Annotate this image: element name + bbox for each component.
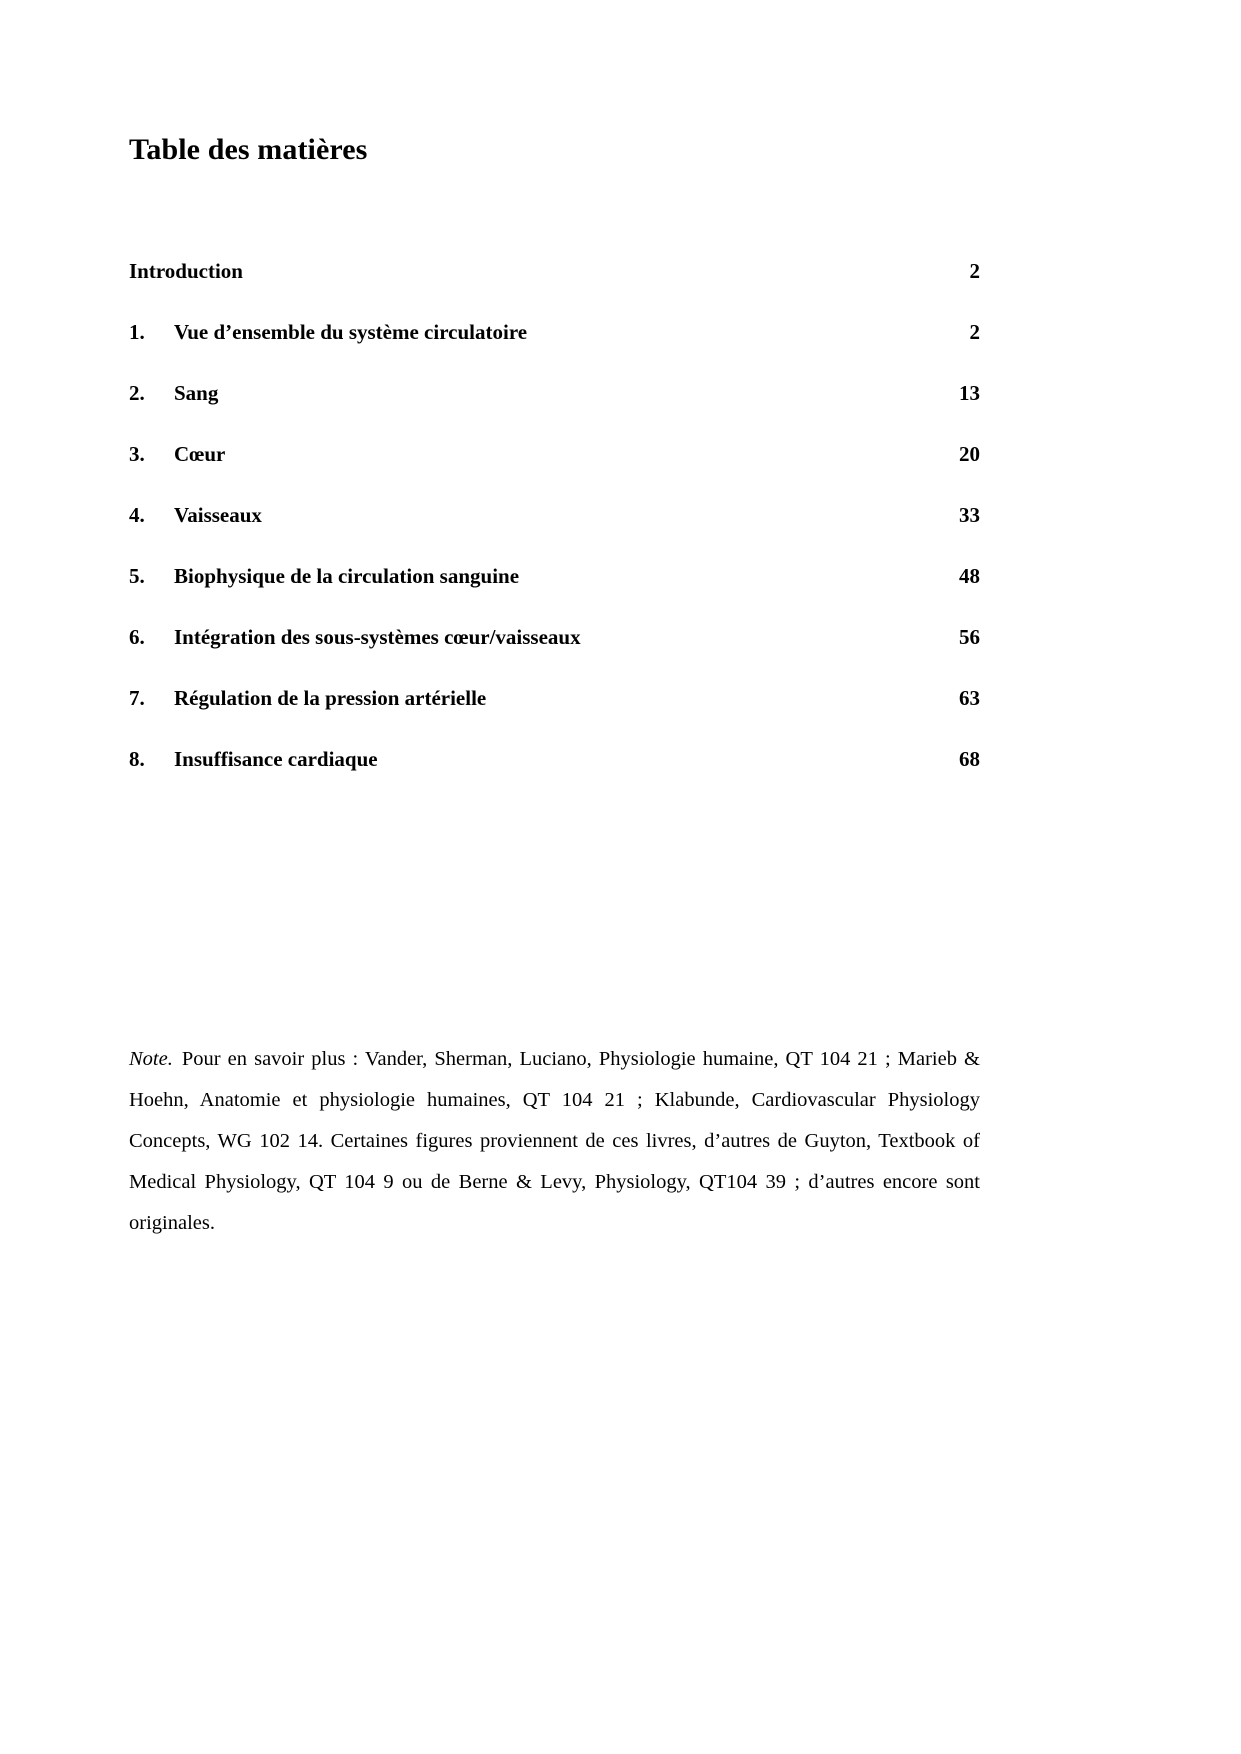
toc-entry-page-number: 2 — [969, 259, 980, 283]
toc-entry-page-number: 56 — [959, 625, 980, 649]
toc-entry[interactable] — [129, 624, 980, 685]
toc-entry[interactable] — [129, 502, 980, 563]
toc-entry[interactable] — [129, 685, 980, 746]
toc-entry-number: 3. — [129, 442, 145, 466]
toc-entry[interactable] — [129, 746, 980, 807]
toc-entry-page-number: 13 — [959, 381, 980, 405]
toc-entry-number: 4. — [129, 503, 145, 527]
table-of-contents — [129, 258, 980, 807]
note-body: Pour en savoir plus : Vander, Sherman, Luciano, Physiologie humaine, QT 104 21 ; Marieb & Hoehn, Anatomie et physiologie humaines, QT 104 21 ; Klabunde, Cardiovascular Physiology Concepts, WG 102 14. Certaines figures proviennent de ces livres, d’autres de Guyton, Textbook of Medical Physiology, QT 104 9 ou de Berne & Levy, Physiology, QT104 39 ; d’autres encore sont originales. — [129, 1047, 980, 1234]
toc-entry-label: Biophysique de la circulation sanguine — [174, 564, 520, 588]
toc-entry-label: Insuffisance cardiaque — [174, 747, 378, 771]
toc-entry-number: 2. — [129, 381, 145, 405]
note-label: Note. — [129, 1047, 173, 1070]
toc-entry-label: Régulation de la pression artérielle — [174, 686, 487, 710]
toc-entry-label: Intégration des sous-systèmes cœur/vaisseaux — [174, 625, 581, 649]
toc-entry-number: 7. — [129, 686, 145, 710]
toc-entry-label: Vue d’ensemble du système circulatoire — [174, 320, 528, 344]
toc-entry[interactable] — [129, 563, 980, 624]
toc-entry-page-number: 68 — [959, 747, 980, 771]
toc-entry-number: 6. — [129, 625, 145, 649]
toc-entry-label: Introduction — [129, 259, 243, 283]
toc-entry-number: 1. — [129, 320, 145, 344]
page-title: Table des matières — [129, 133, 368, 166]
toc-entry[interactable] — [129, 441, 980, 502]
toc-entry-page-number: 33 — [959, 503, 980, 527]
toc-entry-page-number: 63 — [959, 686, 980, 710]
toc-entry-number: 5. — [129, 564, 145, 588]
toc-entry[interactable] — [129, 319, 980, 380]
note-paragraph — [129, 1039, 980, 1244]
toc-entry[interactable] — [129, 380, 980, 441]
toc-entry[interactable] — [129, 258, 980, 319]
toc-entry-label: Cœur — [174, 442, 226, 466]
toc-entry-page-number: 48 — [959, 564, 980, 588]
toc-entry-label: Sang — [174, 381, 219, 405]
toc-entry-page-number: 2 — [969, 320, 980, 344]
toc-entry-number: 8. — [129, 747, 145, 771]
toc-entry-page-number: 20 — [959, 442, 980, 466]
toc-entry-label: Vaisseaux — [174, 503, 262, 527]
